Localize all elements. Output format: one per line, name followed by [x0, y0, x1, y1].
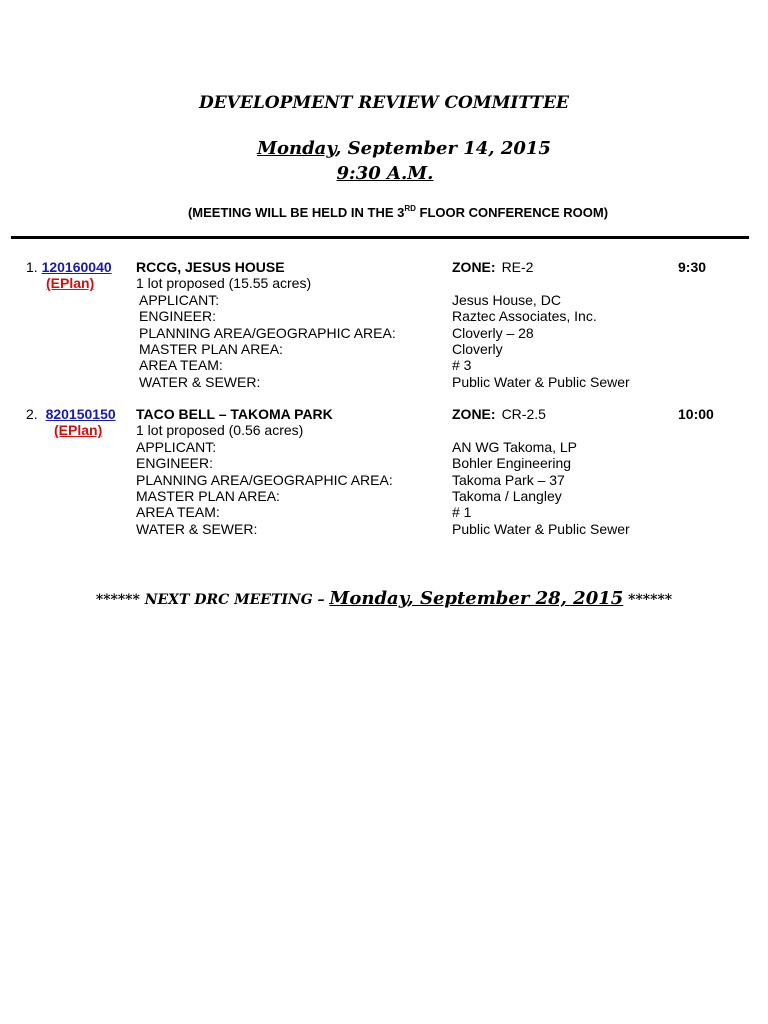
- engineer-label: ENGINEER:: [139, 308, 217, 325]
- item-number-cell: [26, 259, 112, 275]
- meeting-date: [0, 138, 768, 159]
- planning-value: Takoma Park – 37: [452, 471, 565, 488]
- zone-label: ZONE:: [452, 406, 496, 422]
- applicant-label: APPLICANT:: [136, 438, 217, 455]
- master-plan-label: MASTER PLAN AREA:: [136, 487, 280, 504]
- item-time: 9:30: [678, 259, 707, 275]
- area-team-label: AREA TEAM:: [139, 357, 223, 374]
- case-link[interactable]: 120160040: [41, 259, 112, 275]
- page-title: DEVELOPMENT REVIEW COMMITTEE: [198, 93, 569, 113]
- spacer: [452, 422, 630, 438]
- applicant-label: APPLICANT:: [139, 291, 220, 308]
- planning-label: PLANNING AREA/GEOGRAPHIC AREA:: [139, 324, 396, 341]
- zone: [452, 406, 630, 422]
- water-sewer-label: WATER & SEWER:: [136, 520, 258, 537]
- location-sup: RD: [404, 204, 416, 213]
- next-date: Monday, September 28, 2015: [329, 588, 624, 609]
- water-sewer-value: Public Water & Public Sewer: [452, 520, 630, 537]
- master-plan-value: Cloverly: [452, 340, 503, 357]
- engineer-label: ENGINEER:: [136, 455, 214, 472]
- meeting-date-rest: , September 14, 2015: [335, 138, 551, 159]
- zone-value: CR-2.5: [501, 406, 546, 422]
- engineer-value: Raztec Associates, Inc.: [452, 308, 597, 325]
- eplan-link[interactable]: (EPlan): [46, 275, 95, 292]
- meeting-day: Monday: [257, 138, 336, 159]
- item-details: [136, 406, 393, 537]
- item-values: [452, 259, 630, 390]
- master-plan-label: MASTER PLAN AREA:: [139, 340, 283, 357]
- water-sewer-value: Public Water & Public Sewer: [452, 373, 630, 390]
- zone-value: RE-2: [501, 259, 534, 275]
- item-number: 2.: [26, 406, 38, 422]
- engineer-value: Bohler Engineering: [452, 455, 572, 472]
- water-sewer-label: WATER & SEWER:: [139, 373, 261, 390]
- item-number: 1.: [26, 259, 38, 275]
- planning-value: Cloverly – 28: [452, 324, 534, 341]
- meeting-location: [0, 204, 768, 220]
- item-name: TACO BELL – TAKOMA PARK: [136, 406, 333, 422]
- location-pre: (MEETING WILL BE HELD IN THE 3: [187, 205, 405, 220]
- master-plan-value: Takoma / Langley: [452, 487, 562, 504]
- next-meeting: [0, 588, 768, 609]
- eplan-link[interactable]: (EPlan): [54, 422, 103, 439]
- item-lot: 1 lot proposed (0.56 acres): [136, 422, 304, 439]
- item-details: [136, 259, 396, 390]
- applicant-value: AN WG Takoma, LP: [452, 438, 578, 455]
- planning-label: PLANNING AREA/GEOGRAPHIC AREA:: [136, 471, 393, 488]
- case-link[interactable]: 820150150: [45, 406, 116, 422]
- item-number-cell: [26, 406, 116, 422]
- area-team-value: # 3: [452, 357, 472, 374]
- spacer: [452, 275, 630, 291]
- item-values: [452, 406, 630, 537]
- item-time: 10:00: [678, 406, 714, 422]
- meeting-time: 9:30 A.M.: [336, 163, 434, 184]
- next-suffix: ******: [623, 592, 673, 608]
- applicant-value: Jesus House, DC: [452, 291, 561, 308]
- location-post: FLOOR CONFERENCE ROOM): [415, 205, 609, 220]
- item-name: RCCG, JESUS HOUSE: [136, 259, 285, 275]
- zone: [452, 259, 630, 275]
- item-lot: 1 lot proposed (15.55 acres): [136, 275, 312, 292]
- area-team-value: # 1: [452, 504, 472, 521]
- zone-label: ZONE:: [452, 259, 496, 275]
- area-team-label: AREA TEAM:: [136, 504, 220, 521]
- next-prefix: ****** NEXT DRC MEETING –: [95, 592, 330, 608]
- divider: [11, 236, 749, 239]
